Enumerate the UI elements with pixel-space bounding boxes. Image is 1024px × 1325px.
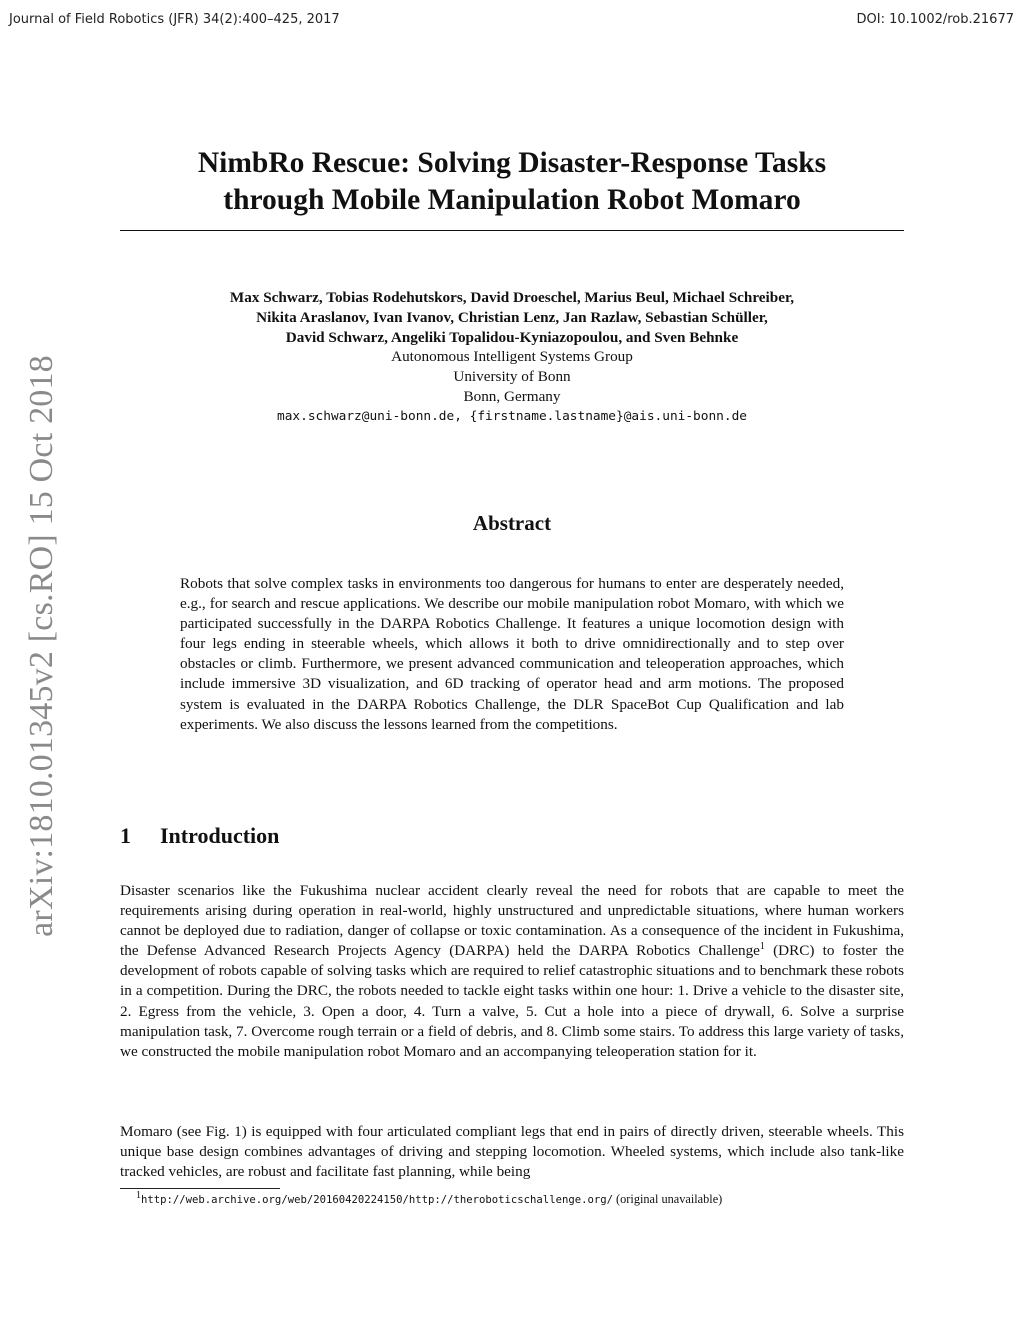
intro-paragraph-1 [120, 881, 904, 1062]
footnote [136, 1189, 906, 1207]
authors-line-1: Max Schwarz, Tobias Rodehutskors, David Droeschel, Marius Beul, Michael Schreiber, [229, 289, 795, 306]
section-heading [120, 823, 279, 849]
affiliation [120, 347, 904, 427]
author-list [120, 288, 904, 348]
abstract-text: Robots that solve complex tasks in environments too dangerous for humans to enter are desperately needed, e.g., for search and rescue applications. We describe our mobile manipulation robot Momaro, with which we participated successfully in the DARPA Robotics Challenge. It features a unique locomotion design with four legs ending in steerable wheels, which allows it both to drive omnidirectionally and to step over obstacles or climb. Furthermore, we present advanced communication and teleoperation approaches, which include immersive 3D visualization, and 6D tracking of operator head and arm motions. The proposed system is evaluated in the DARPA Robotics Challenge, the DLR SpaceBot Cup Qualification and lab experiments. We also discuss the lessons learned from the competitions. [180, 575, 844, 733]
footnote-reference[interactable]: 1 [759, 941, 765, 953]
intro-paragraph-2: Momaro (see Fig. 1) is equipped with four articulated compliant legs that end in pairs of directly driven, steerable wheels. This unique base design combines advantages of driving and stepping locomotion. Wheeled systems, which include also tank-like tracked vehicles, are robust and facilitate fast planning, while being [120, 1123, 904, 1181]
journal-header: Journal of Field Robotics (JFR) 34(2):400–425, 2017 [9, 12, 340, 27]
footnote-note: (original unavailable) [612, 1192, 723, 1206]
title-line-2: through Mobile Manipulation Robot Momaro [223, 184, 801, 216]
arxiv-stamp-text: arXiv:1810.01345v2 [cs.RO] 15 Oct 2018 [23, 355, 60, 937]
doi-header: DOI: 10.1002/rob.21677 [856, 12, 1014, 27]
authors-line-3: David Schwarz, Angeliki Topalidou-Kyniazopoulou, and Sven Behnke [285, 329, 739, 346]
affiliation-university: University of Bonn [453, 368, 571, 385]
section-title: Introduction [160, 823, 280, 848]
footnote-url[interactable]: http://web.archive.org/web/20160420224150/http://theroboticschallenge.org/ [141, 1194, 613, 1206]
title-line-1: NimbRo Rescue: Solving Disaster-Response Tasks [197, 147, 827, 179]
affiliation-location: Bonn, Germany [463, 388, 561, 405]
para1-text-a: Disaster scenarios like the Fukushima nuclear accident clearly reveal the need for robots that are capable to meet the requirements arising during operation in real-world, highly unstructured and unpredictable situations, where human workers cannot be deployed due to radiation, danger of collapse or toxic contamination. As a consequence of the incident in Fukushima, the Defense Advanced Research Projects Agency (DARPA) held the DARPA Robotics Challenge [120, 882, 904, 960]
title-rule [120, 230, 904, 231]
footnote-mark: 1 [136, 1189, 141, 1201]
abstract-heading: Abstract [472, 511, 552, 535]
affiliation-group: Autonomous Intelligent Systems Group [391, 348, 633, 365]
section-number: 1 [120, 823, 131, 848]
paper-title [120, 145, 904, 219]
para1-text-b: (DRC) to foster the development of robots capable of solving tasks which are required to relief catastrophic situations and to benchmark these robots in a competition. During the DRC, the robots needed to tackle eight tasks within one hour: 1. Drive a vehicle to the disaster site, 2. Egress from the vehicle, 3. Open a door, 4. Turn a valve, 5. Cut a hole into a piece of drywall, 6. Solve a surprise manipulation task, 7. Overcome rough terrain or a field of debris, and 8. Climb some stairs. To address this large variety of tasks, we constructed the mobile manipulation robot Momaro and an accompanying teleoperation station for it. [120, 942, 905, 1060]
authors-line-2: Nikita Araslanov, Ivan Ivanov, Christian Lenz, Jan Razlaw, Sebastian Schüller, [256, 309, 768, 326]
footnote-rule [120, 1188, 280, 1189]
author-email: max.schwarz@uni-bonn.de, {firstname.lastname}@ais.uni-bonn.de [277, 409, 747, 424]
